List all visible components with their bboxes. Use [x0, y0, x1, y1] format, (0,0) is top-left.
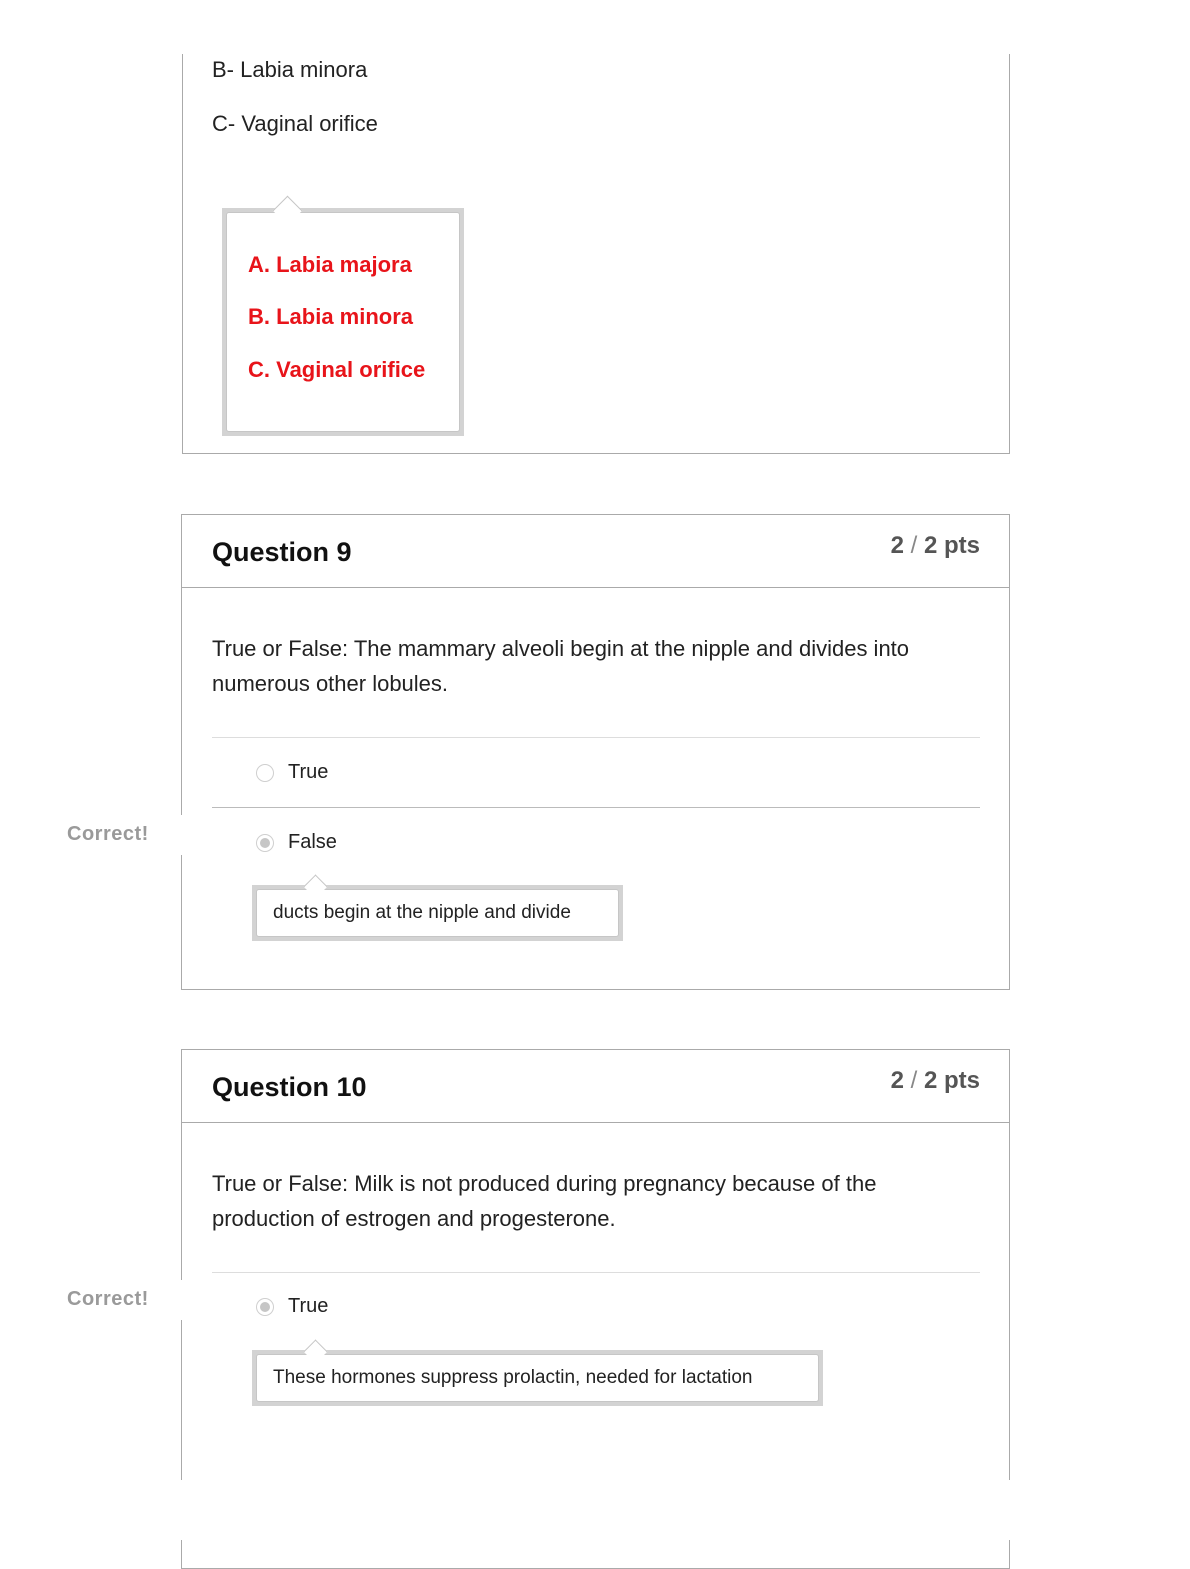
q9-question-line-1: True or False: The mammary alveoli begin at the nipple and divides into: [212, 636, 910, 661]
q8-answer-comment: [222, 208, 464, 436]
q10-header: [182, 1050, 1009, 1123]
q9-title: Question 9: [212, 537, 352, 567]
q9-false-label[interactable]: False: [288, 831, 337, 853]
q8-answer-c: C. Vaginal orifice: [248, 357, 426, 382]
q9-comment-text: ducts begin at the nipple and divide: [256, 889, 619, 937]
q9-true-radio[interactable]: [256, 764, 274, 782]
q10-total: 2 pts: [923, 1067, 980, 1094]
q10-correct-flag: Correct!: [67, 1288, 149, 1310]
q10-comment: [252, 1350, 823, 1406]
page-bottom-margin: [170, 1480, 1030, 1540]
q8-answer-comment-body: [226, 212, 460, 432]
q9-divider-mid: [212, 807, 980, 808]
q10-divider-top: [212, 1272, 980, 1273]
q9-false-radio[interactable]: [256, 834, 274, 852]
q9-header: [182, 515, 1009, 588]
q10-question-text: [212, 1166, 972, 1236]
q10-title: Question 10: [212, 1072, 367, 1102]
q10-question-line-2: production of estrogen and progesterone.: [212, 1206, 616, 1231]
q8-answer-a: A. Labia majora: [248, 252, 412, 277]
q10-score: 2: [890, 1067, 904, 1094]
q9-slash: /: [910, 532, 918, 559]
q9-correct-flag: Correct!: [67, 823, 149, 845]
q9-question-text: [212, 631, 972, 701]
q10-question-line-1: True or False: Milk is not produced during pregnancy because of the: [212, 1171, 877, 1196]
q9-total: 2 pts: [923, 532, 980, 559]
q8-option-b-text: B- Labia minora: [212, 57, 368, 82]
q9-divider-top: [212, 737, 980, 738]
q10-points: [891, 1067, 980, 1095]
q9-true-label[interactable]: True: [288, 761, 329, 783]
q10-true-radio[interactable]: [256, 1298, 274, 1316]
q8-option-c-text: C- Vaginal orifice: [212, 111, 378, 136]
q10-true-label[interactable]: True: [288, 1295, 329, 1317]
q9-score: 2: [890, 532, 904, 559]
q9-question-line-2: numerous other lobules.: [212, 671, 449, 696]
q8-answer-b: B. Labia minora: [248, 304, 414, 329]
q9-points: [891, 532, 980, 560]
q10-flag-gap: [170, 1280, 194, 1320]
question-9-card: [181, 514, 1010, 990]
q9-flag-gap: [170, 815, 194, 855]
q10-slash: /: [910, 1067, 918, 1094]
q9-comment: [252, 885, 623, 941]
q10-comment-text: These hormones suppress prolactin, needed for lactation: [256, 1354, 819, 1402]
